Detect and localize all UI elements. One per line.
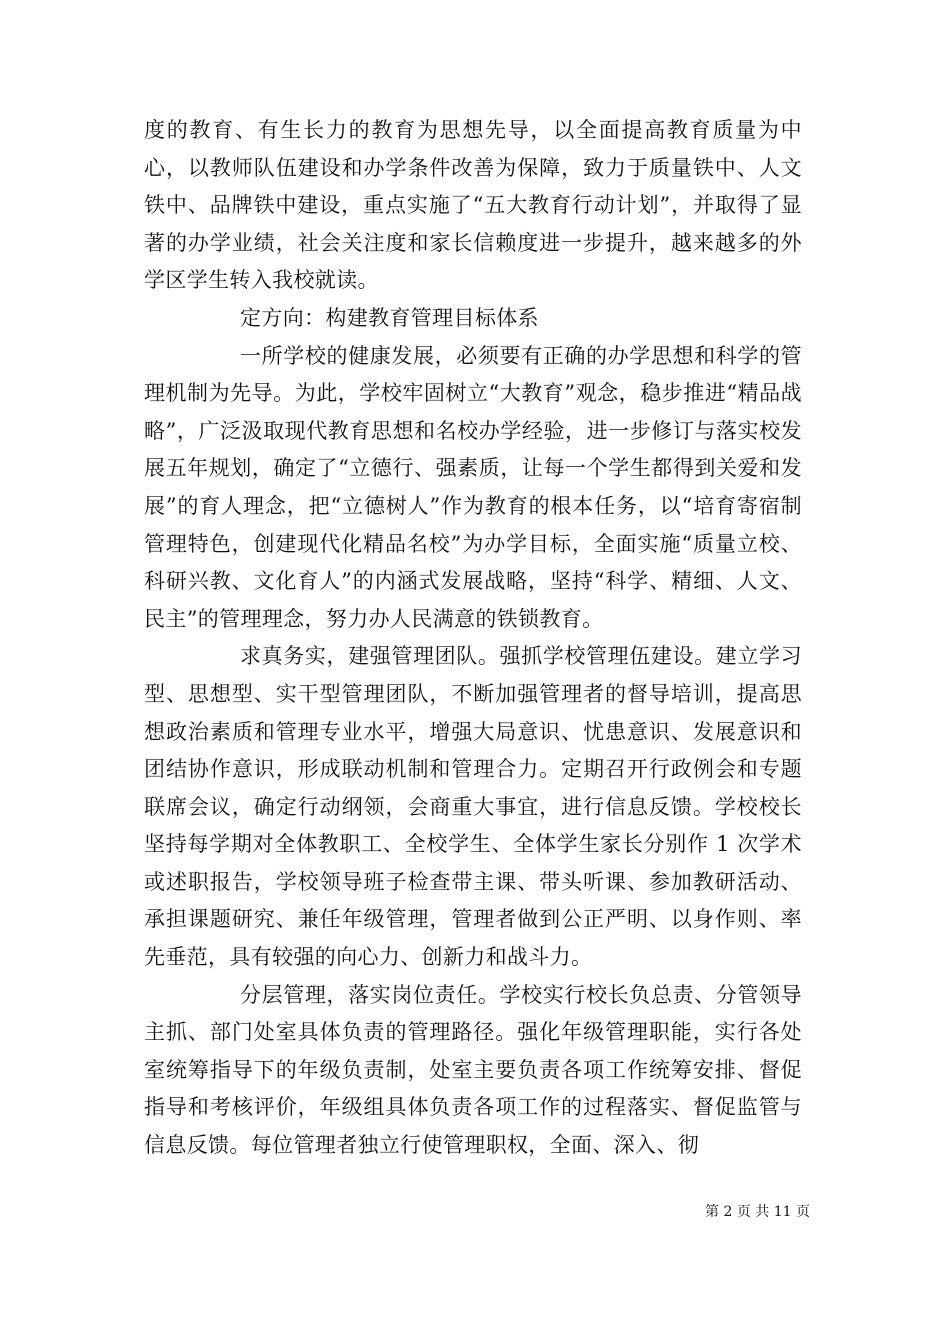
paragraph-direction: 一所学校的健康发展，必须要有正确的办学思想和科学的管理机制为先导。为此，学校牢固树立“大教育”观念，稳步推进“精品战略”，广泛汲取现代教育思想和名校办学经验，进一步修订与落实校发展五年规划，确定了“立德行、强素质，让每一个学生都得到关爱和发展”的育人理念，把“立德树人”作为教育的根本任务，以“培育寄宿制管理特色，创建现代化精品名校”为办学目标，全面实施“质量立校、科研兴教、文化育人”的内涵式发展战略，坚持“科学、精细、人文、民主”的管理理念，努力办人民满意的铁锁教育。 (144, 343, 802, 631)
section-heading: 定方向：构建教育管理目标体系 (240, 305, 539, 330)
paragraph-responsibility: 分层管理，落实岗位责任。学校实行校长负总责、分管领导主抓、部门处室具体负责的管理路径。强化年级管理职能，实行各处室统筹指导下的年级负责制，处室主要负责各项工作统筹安排、督促指导和考核评价，年级组具体负责各项工作的过程落实、督促监管与信息反馈。每位管理者独立行使管理职权，全面、深入、彻 (144, 982, 802, 1158)
paragraph-team: 求真务实，建强管理团队。强抓学校管理伍建设。建立学习型、思想型、实干型管理团队，不断加强管理者的督导培训，提高思想政治素质和管理专业水平，增强大局意识、忧患意识、发展意识和团结协作意识，形成联动机制和管理合力。定期召开行政例会和专题联席会议，确定行动纲领，会商重大事宜，进行信息反馈。学校校长坚持每学期对全体教职工、全校学生、全体学生家长分别作 1 次学术或述职报告，学校领导班子检查带主课、带头听课、参加教研活动、承担课题研究、兼任年级管理，管理者做到公正严明、以身作则、率先垂范，具有较强的向心力、创新力和战斗力。 (144, 644, 802, 970)
page-number: 第 2 页 共 11 页 (705, 1204, 810, 1220)
document-body (144, 112, 802, 1165)
paragraph-continued: 度的教育、有生长力的教育为思想先导，以全面提高教育质量为中心，以教师队伍建设和办学条件改善为保障，致力于质量铁中、人文铁中、品牌铁中建设，重点实施了“五大教育行动计划”，并取得了显著的办学业绩，社会关注度和家长信赖度进一步提升，越来越多的外学区学生转入我校就读。 (144, 118, 802, 293)
